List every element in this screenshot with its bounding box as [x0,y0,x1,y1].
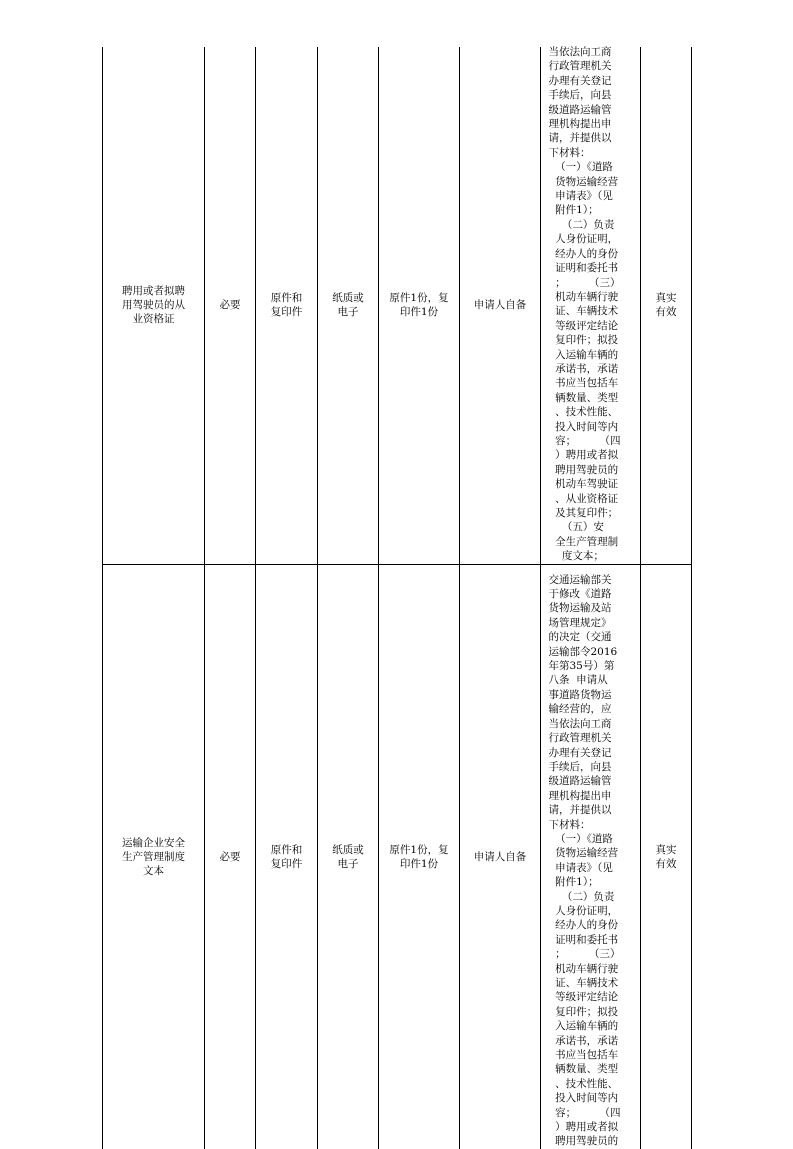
material-name-cell: 聘用或者拟聘 用驾驶员的从 业资格证 [103,47,205,564]
required-cell: 必要 [205,47,256,564]
table-row [103,564,692,1149]
copies-cell: 原件1份，复 印件1份 [379,47,460,564]
requirement-cell: 真实 有效 [641,47,692,564]
source-cell: 申请人自备 [460,47,541,564]
form-cell: 原件和 复印件 [256,47,318,564]
table-row [103,47,692,564]
medium-cell: 纸质或 电子 [318,564,379,1149]
materials-table [102,47,692,1149]
source-cell: 申请人自备 [460,564,541,1149]
legal-basis-cell: 当依法向工商 行政管理机关 办理有关登记 手续后，向县 级道路运输管 理机构提出申 请，并提供以 下材料： （一）《道路 货物运输经营 申请表》（见 附件1）； （二）负责 人身份证明， 经办人的身份 证明和委托书 ； （三） 机动车辆行驶 证、车辆技术 等级评定结论 复印件；拟投 入运输车辆的 承诺书，承诺 书应当包括车 辆数量、类型 、技术性能、 投入时间等内 容； （四 ）聘用或者拟 聘用驾驶员的 机动车驾驶证 、从业资格证 及其复印件； （五）安 全生产管理制 度文本； [541,47,641,564]
medium-cell: 纸质或 电子 [318,47,379,564]
copies-cell: 原件1份，复 印件1份 [379,564,460,1149]
material-name-cell: 运输企业安全 生产管理制度 文本 [103,564,205,1149]
legal-basis-cell: 交通运输部关 于修改《道路 货物运输及站 场管理规定》 的决定（交通 运输部令2016 年第35号）第 八条 申请从 事道路货物运 输经营的，应 当依法向工商 行政管理机关 办理有关登记 手续后，向县 级道路运输管 理机构提出申 请，并提供以 下材料： （一）《道路 货物运输经营 申请表》（见 附件1）； （二）负责 人身份证明， 经办人的身份 证明和委托书 ； （三） 机动车辆行驶 证、车辆技术 等级评定结论 复印件；拟投 入运输车辆的 承诺书，承诺 书应当包括车 辆数量、类型 、技术性能、 投入时间等内 容； （四 ）聘用或者拟 聘用驾驶员的 [541,564,641,1149]
required-cell: 必要 [205,564,256,1149]
form-cell: 原件和 复印件 [256,564,318,1149]
requirement-cell: 真实 有效 [641,564,692,1149]
